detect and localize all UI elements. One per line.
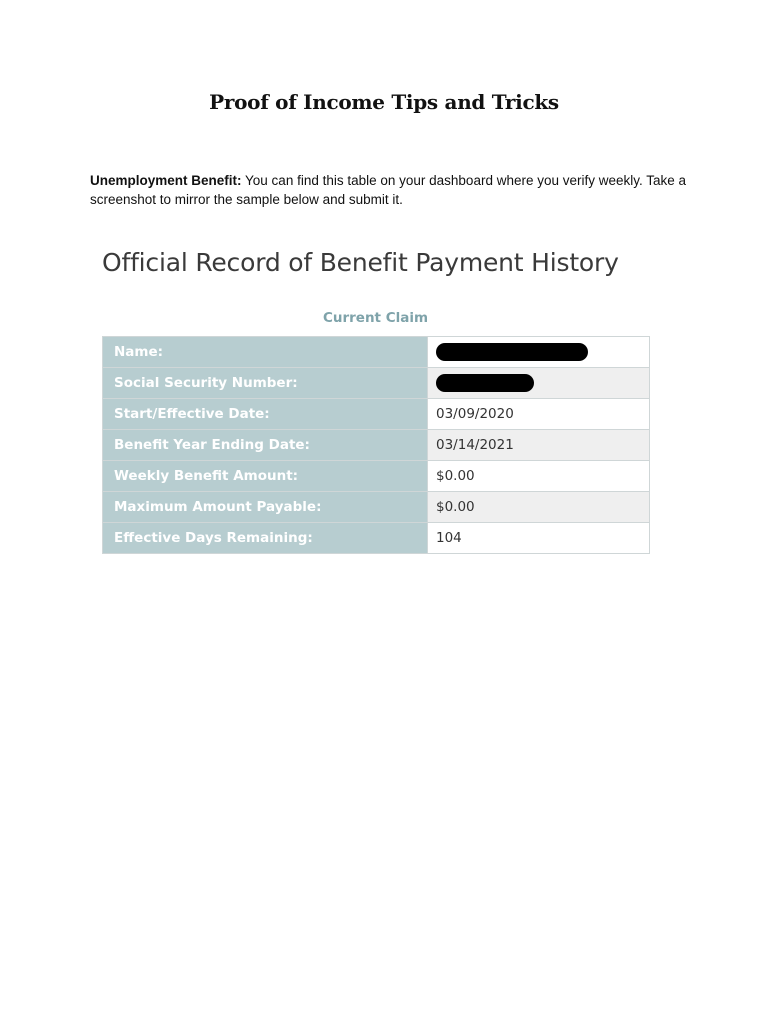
row-value: 03/09/2020 — [428, 399, 650, 430]
row-value: 104 — [428, 523, 650, 554]
table-row-days-remaining — [103, 523, 650, 554]
row-value: 03/14/2021 — [428, 430, 650, 461]
claim-table — [102, 336, 650, 554]
table-row-start-date — [103, 399, 650, 430]
redaction-mark — [436, 374, 534, 392]
row-label: Effective Days Remaining: — [103, 523, 428, 554]
row-label: Social Security Number: — [103, 368, 428, 399]
table-row-name — [103, 337, 650, 368]
row-value-redacted — [428, 337, 650, 368]
table-row-ssn — [103, 368, 650, 399]
intro-paragraph — [90, 171, 690, 209]
row-value: $0.00 — [428, 461, 650, 492]
row-label: Benefit Year Ending Date: — [103, 430, 428, 461]
row-label: Maximum Amount Payable: — [103, 492, 428, 523]
record-title: Official Record of Benefit Payment History — [102, 248, 619, 277]
table-row-max-amount — [103, 492, 650, 523]
intro-text: You can find this table on your dashboard where you verify weekly. Take a screenshot to mirror the sample below and submit it. — [90, 173, 687, 207]
row-label: Weekly Benefit Amount: — [103, 461, 428, 492]
claim-heading: Current Claim — [322, 310, 429, 326]
table-row-weekly-amount — [103, 461, 650, 492]
row-value: $0.00 — [428, 492, 650, 523]
row-value-redacted — [428, 368, 650, 399]
row-label: Start/Effective Date: — [103, 399, 428, 430]
redaction-mark — [436, 343, 588, 361]
document-title: Proof of Income Tips and Tricks — [209, 90, 559, 114]
intro-lead: Unemployment Benefit: — [90, 173, 242, 188]
row-label: Name: — [103, 337, 428, 368]
table-row-end-date — [103, 430, 650, 461]
